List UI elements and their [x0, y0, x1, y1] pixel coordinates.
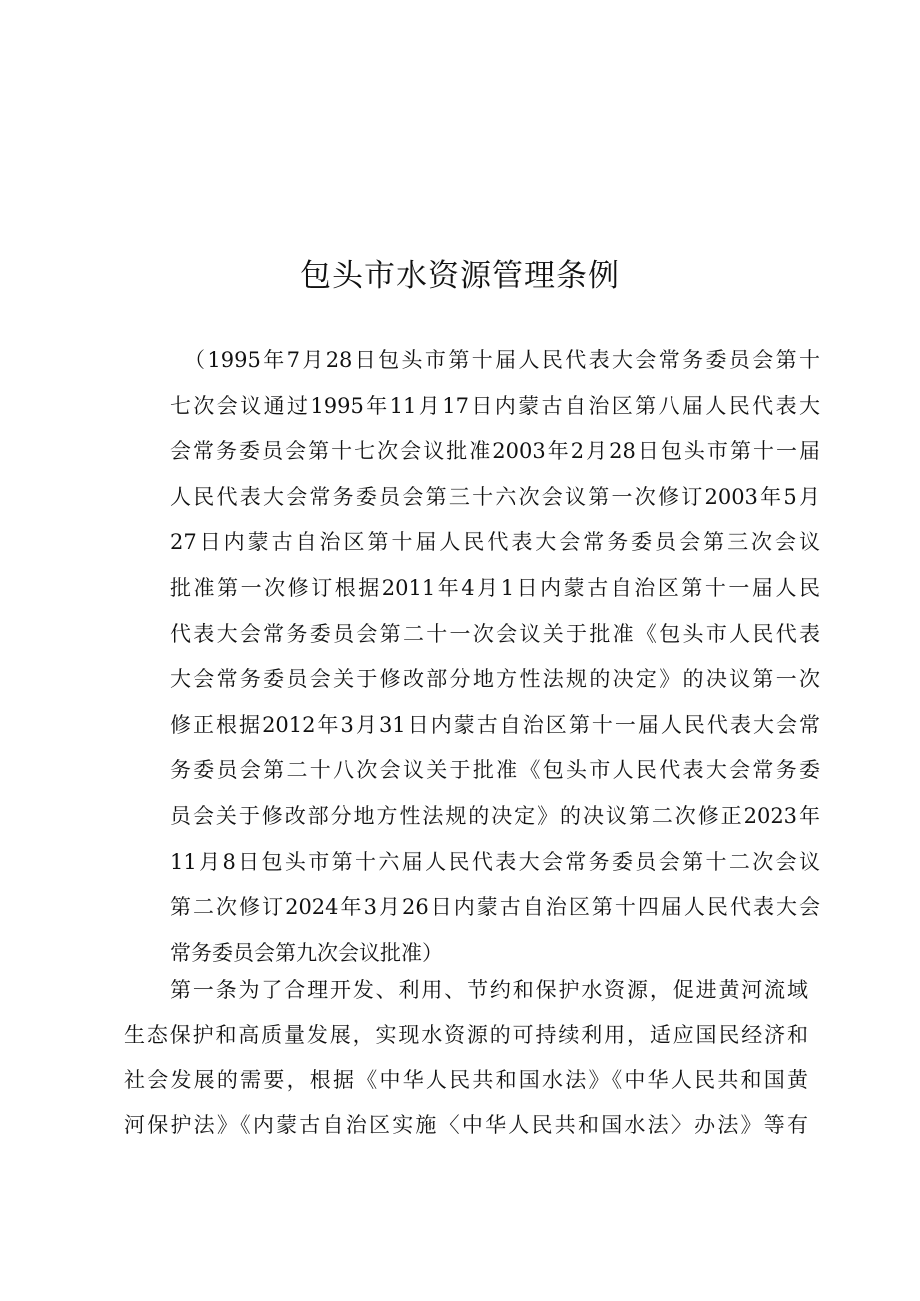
document-title: 包头市水资源管理条例 [300, 258, 620, 294]
history-line: 务委员会第二十八次会议关于批准《包头市人民代表大会常务委 [170, 758, 820, 783]
history-line: 员会关于修改部分地方性法规的决定》的决议第二次修正2023年 [170, 803, 820, 828]
history-line: 27日内蒙古自治区第十届人民代表大会常务委员会第三次会议 [170, 530, 820, 555]
article-line: 河保护法》《内蒙古自治区实施〈中华人民共和国水法〉办法》等有 [124, 1113, 808, 1137]
history-line: 七次会议通过1995年11月17日内蒙古自治区第八届人民代表大 [170, 393, 820, 418]
article-line: 生态保护和高质量发展，实现水资源的可持续利用，适应国民经济和 [124, 1023, 808, 1047]
history-line: 代表大会常务委员会第二十一次会议关于批准《包头市人民代表 [170, 621, 820, 646]
history-line: 常务委员会第九次会议批准） [170, 940, 443, 965]
history-line: 批准第一次修订根据2011年4月1日内蒙古自治区第十一届人民 [170, 575, 820, 600]
legislative-history-note [170, 338, 820, 976]
article-1-paragraph [124, 968, 808, 1148]
history-line: 会常务委员会第十七次会议批准2003年2月28日包头市第十一届 [170, 439, 820, 464]
article-line: 社会发展的需要，根据《中华人民共和国水法》《中华人民共和国黄 [124, 1068, 808, 1092]
history-line: 第二次修订2024年3月26日内蒙古自治区第十四届人民代表大会 [170, 895, 820, 920]
article-line: 第一条为了合理开发、利用、节约和保护水资源，促进黄河流域 [170, 978, 808, 1002]
history-line: 修正根据2012年3月31日内蒙古自治区第十一届人民代表大会常 [170, 712, 820, 737]
history-line: （1995年7月28日包头市第十届人民代表大会常务委员会第十 [184, 348, 820, 372]
history-line: 11月8日包头市第十六届人民代表大会常务委员会第十二次会议 [170, 849, 820, 874]
history-line: 大会常务委员会关于修改部分地方性法规的决定》的决议第一次 [170, 667, 820, 692]
history-line: 人民代表大会常务委员会第三十六次会议第一次修订2003年5月 [170, 484, 820, 509]
